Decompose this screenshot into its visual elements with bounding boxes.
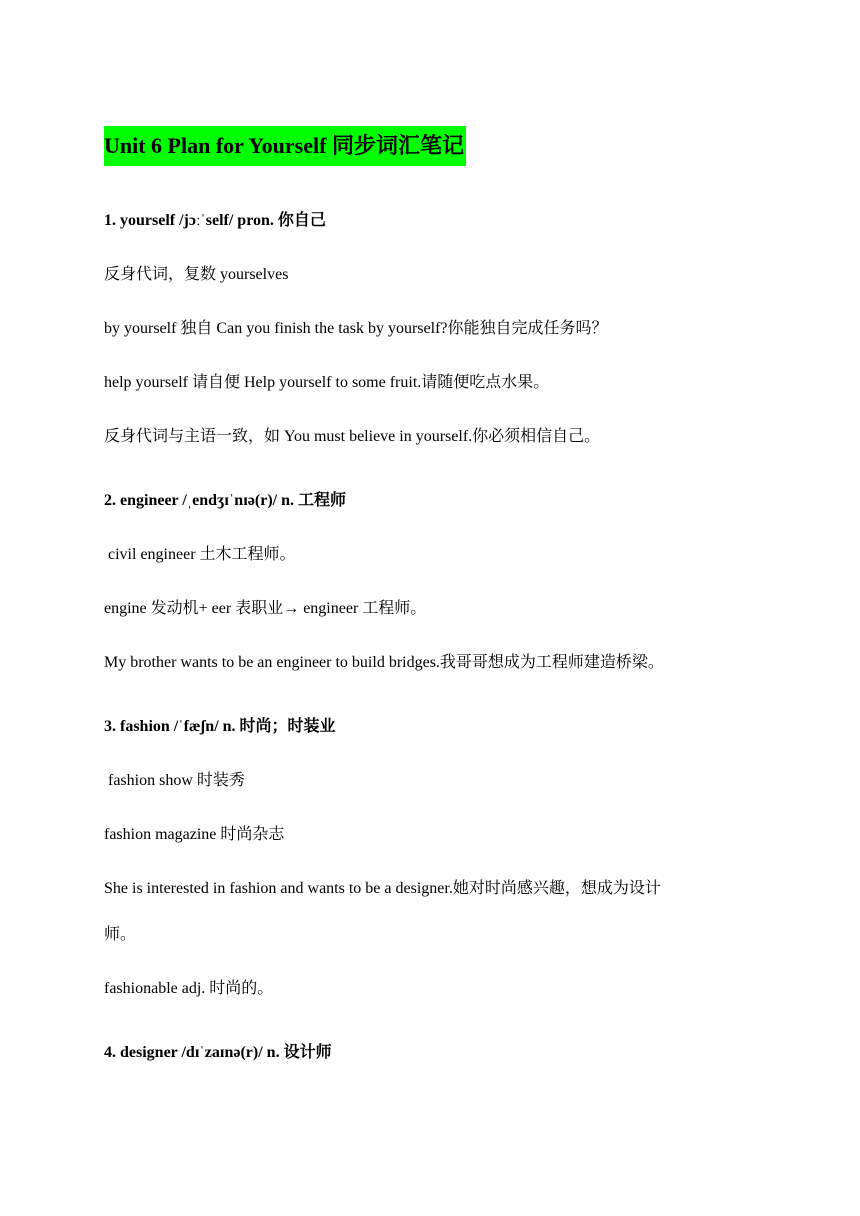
entry-line: fashionable adj. 时尚的。 <box>104 980 274 997</box>
entry-heading-designer: 4. designer /dɪˈzaɪnə(r)/ n. 设计师 <box>104 1044 332 1061</box>
entry-heading-engineer: 2. engineer /ˌendʒɪˈnɪə(r)/ n. 工程师 <box>104 492 347 509</box>
entry-heading-fashion: 3. fashion /ˈfæʃn/ n. 时尚；时装业 <box>104 718 336 735</box>
entry-line: engine 发动机+ eer 表职业→ engineer 工程师。 <box>104 600 427 617</box>
entry-line: 反身代词，复数 yourselves <box>104 266 289 283</box>
entry-line: civil engineer 土木工程师。 <box>108 546 296 563</box>
page-title: Unit 6 Plan for Yourself 同步词汇笔记 <box>104 126 466 166</box>
entry-line: fashion show 时装秀 <box>108 772 245 789</box>
entry-line: fashion magazine 时尚杂志 <box>104 826 285 843</box>
entry-heading-yourself: 1. yourself /jɔːˈself/ pron. 你自己 <box>104 212 326 229</box>
entry-line: She is interested in fashion and wants to be a designer.她对时尚感兴趣，想成为设计 <box>104 880 661 897</box>
entry-line: 师。 <box>104 926 137 943</box>
entry-line: help yourself 请自便 Help yourself to some fruit.请随便吃点水果。 <box>104 374 550 391</box>
entry-line: 反身代词与主语一致，如 You must believe in yourself.你必须相信自己。 <box>104 428 601 445</box>
entry-line: by yourself 独自 Can you finish the task by yourself?你能独自完成任务吗？ <box>104 320 608 337</box>
entry-line: My brother wants to be an engineer to build bridges.我哥哥想成为工程师建造桥梁。 <box>104 654 664 671</box>
